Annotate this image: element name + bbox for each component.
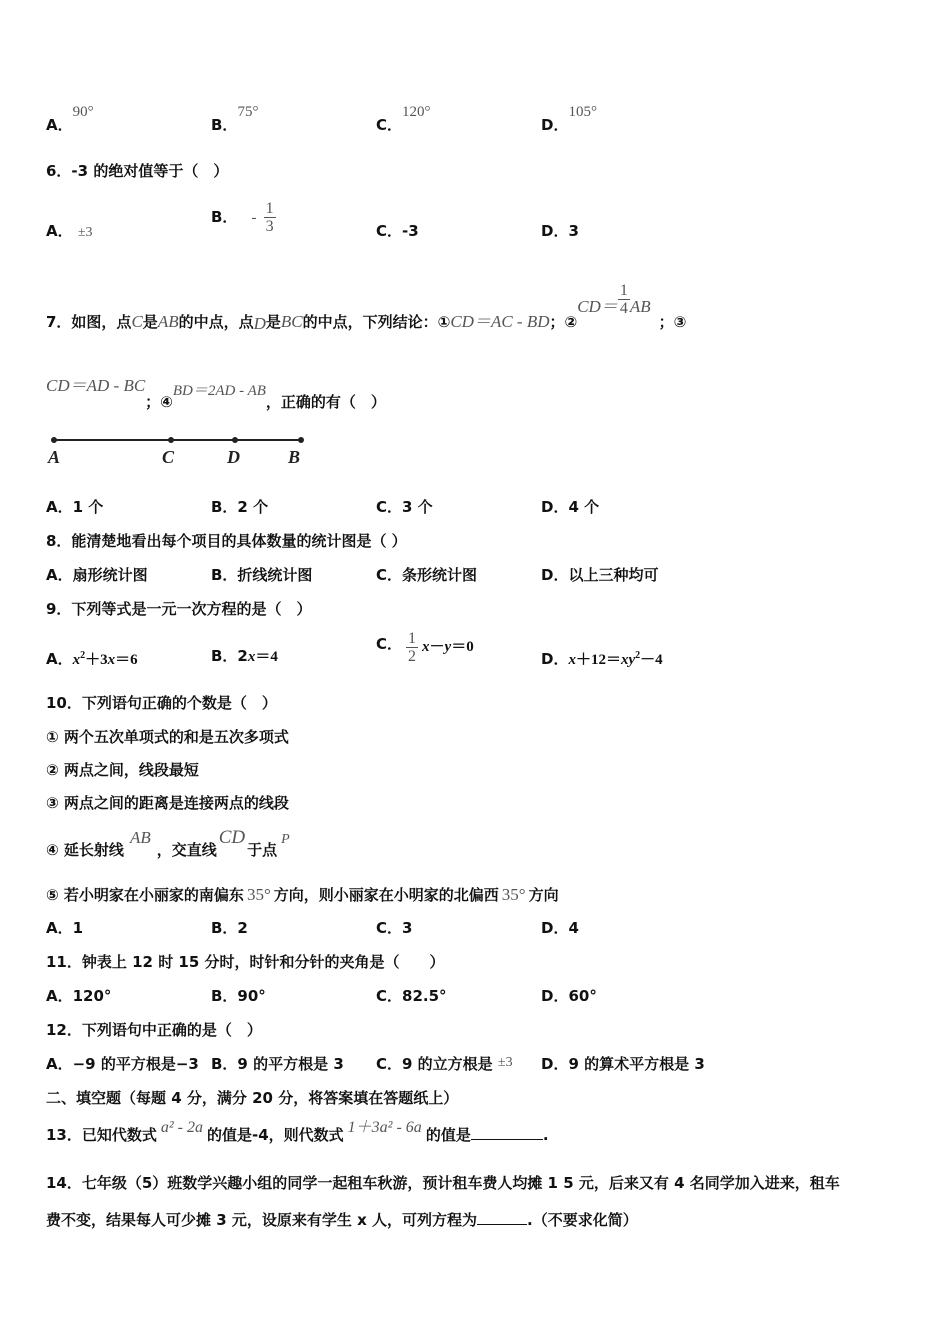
- q6-option-b: B． - $\frac{1}{3}$: [211, 200, 274, 235]
- point-a: [51, 437, 57, 443]
- q13-stem: 13．已知代数式 a² - 2a 的值是-4，则代数式 1＋3a² - 6a 的值是 .: [46, 1119, 549, 1144]
- q12-option-d: D．9 的算术平方根是 3: [541, 1055, 705, 1073]
- q8-option-c: C．条形统计图: [376, 566, 478, 584]
- q6-option-c: C．-3: [376, 222, 419, 240]
- label-b: B: [288, 447, 301, 467]
- q10-option-c: C．3: [376, 919, 413, 937]
- point-c: [168, 437, 174, 443]
- label-a: A: [48, 447, 61, 467]
- q14-line-1: 14．七年级（5）班数学兴趣小组的同学一起租车秋游，预计租车费人均摊 1 5 元，后来又有 4 名同学加入进来，租车: [46, 1174, 840, 1192]
- q10-option-d: D．4: [541, 919, 579, 937]
- q10-stem: 10．下列语句正确的个数是（ ）: [46, 694, 277, 712]
- q14-line-2: 费不变，结果每人可少摊 3 元，设原来有学生 x 人，可列方程为 .（不要求化简）: [46, 1211, 638, 1229]
- q7-option-a: A．1 个: [46, 498, 104, 516]
- q7-option-d: D．4 个: [541, 498, 600, 516]
- q11-option-d: D．60°: [541, 987, 597, 1005]
- q10-statement-4: ④ 延长射线AB，交直线CD于点P: [46, 827, 290, 859]
- q8-stem: 8．能清楚地看出每个项目的具体数量的统计图是（ ）: [46, 532, 407, 550]
- q7-line-segment-figure: [44, 430, 314, 470]
- q11-option-b: B．90°: [211, 987, 266, 1005]
- q7-option-c: C．3 个: [376, 498, 433, 516]
- q10-statement-5: ⑤ 若小明家在小丽家的南偏东 35° 方向，则小丽家在小明家的北偏西 35° 方向: [46, 885, 559, 904]
- q10-option-b: B．2: [211, 919, 248, 937]
- q6-option-a: A． ±3: [46, 222, 93, 240]
- q14-answer-blank[interactable]: [477, 1224, 527, 1225]
- q12-stem: 12．下列语句中正确的是（ ）: [46, 1021, 262, 1039]
- label-d: D: [227, 447, 240, 467]
- q7-stem-line1: 7．如图，点C是AB的中点，点D是BC的中点，下列结论：①CD＝AC - BD；②CD＝ $\frac{1}{4}$ AB；③: [46, 282, 687, 333]
- q9-option-d: D．$x+12=xy^2-4$: [541, 650, 663, 668]
- q5-option-c: C．120°: [376, 104, 431, 134]
- q11-stem: 11．钟表上 12 时 15 分时，时针和分针的夹角是（ ）: [46, 953, 445, 971]
- q9-option-b: B．2x＝4: [211, 647, 278, 665]
- q10-option-a: A．1: [46, 919, 84, 937]
- q10-statement-1: ① 两个五次单项式的和是五次多项式: [46, 728, 289, 746]
- q8-option-a: A．扇形统计图: [46, 566, 148, 584]
- q12-option-b: B．9 的平方根是 3: [211, 1055, 344, 1073]
- q7-stem-line2: CD＝AD - BC；④BD＝2AD - AB，正确的有（ ）: [46, 376, 386, 411]
- q10-statement-2: ② 两点之间，线段最短: [46, 761, 199, 779]
- q5-option-a: A．90°: [46, 104, 94, 134]
- point-d: [232, 437, 238, 443]
- q9-stem: 9．下列等式是一元一次方程的是（ ）: [46, 600, 312, 618]
- q5-option-b: B．75°: [211, 104, 259, 134]
- q9-option-c: C． $\frac{1}{2}$ x－y＝0: [376, 630, 474, 665]
- q13-answer-blank[interactable]: [471, 1139, 543, 1140]
- q7-option-b: B．2 个: [211, 498, 269, 516]
- q8-option-b: B．折线统计图: [211, 566, 313, 584]
- q8-option-d: D．以上三种均可: [541, 566, 659, 584]
- point-b: [298, 437, 304, 443]
- q9-option-a: A．$x^2+3x=6$: [46, 650, 138, 668]
- q6-option-d: D．3: [541, 222, 579, 240]
- q12-option-c: C．9 的立方根是 ±3: [376, 1055, 513, 1073]
- section-2-title: 二、填空题（每题 4 分，满分 20 分，将答案填在答题纸上）: [46, 1089, 459, 1107]
- q11-option-c: C．82.5°: [376, 987, 447, 1005]
- label-c: C: [162, 447, 175, 467]
- q6-stem: 6．-3 的绝对值等于（ ）: [46, 162, 229, 180]
- q10-statement-3: ③ 两点之间的距离是连接两点的线段: [46, 794, 289, 812]
- q5-option-d: D．105°: [541, 104, 597, 134]
- q12-option-a: A．−9 的平方根是−3: [46, 1055, 199, 1073]
- q11-option-a: A．120°: [46, 987, 112, 1005]
